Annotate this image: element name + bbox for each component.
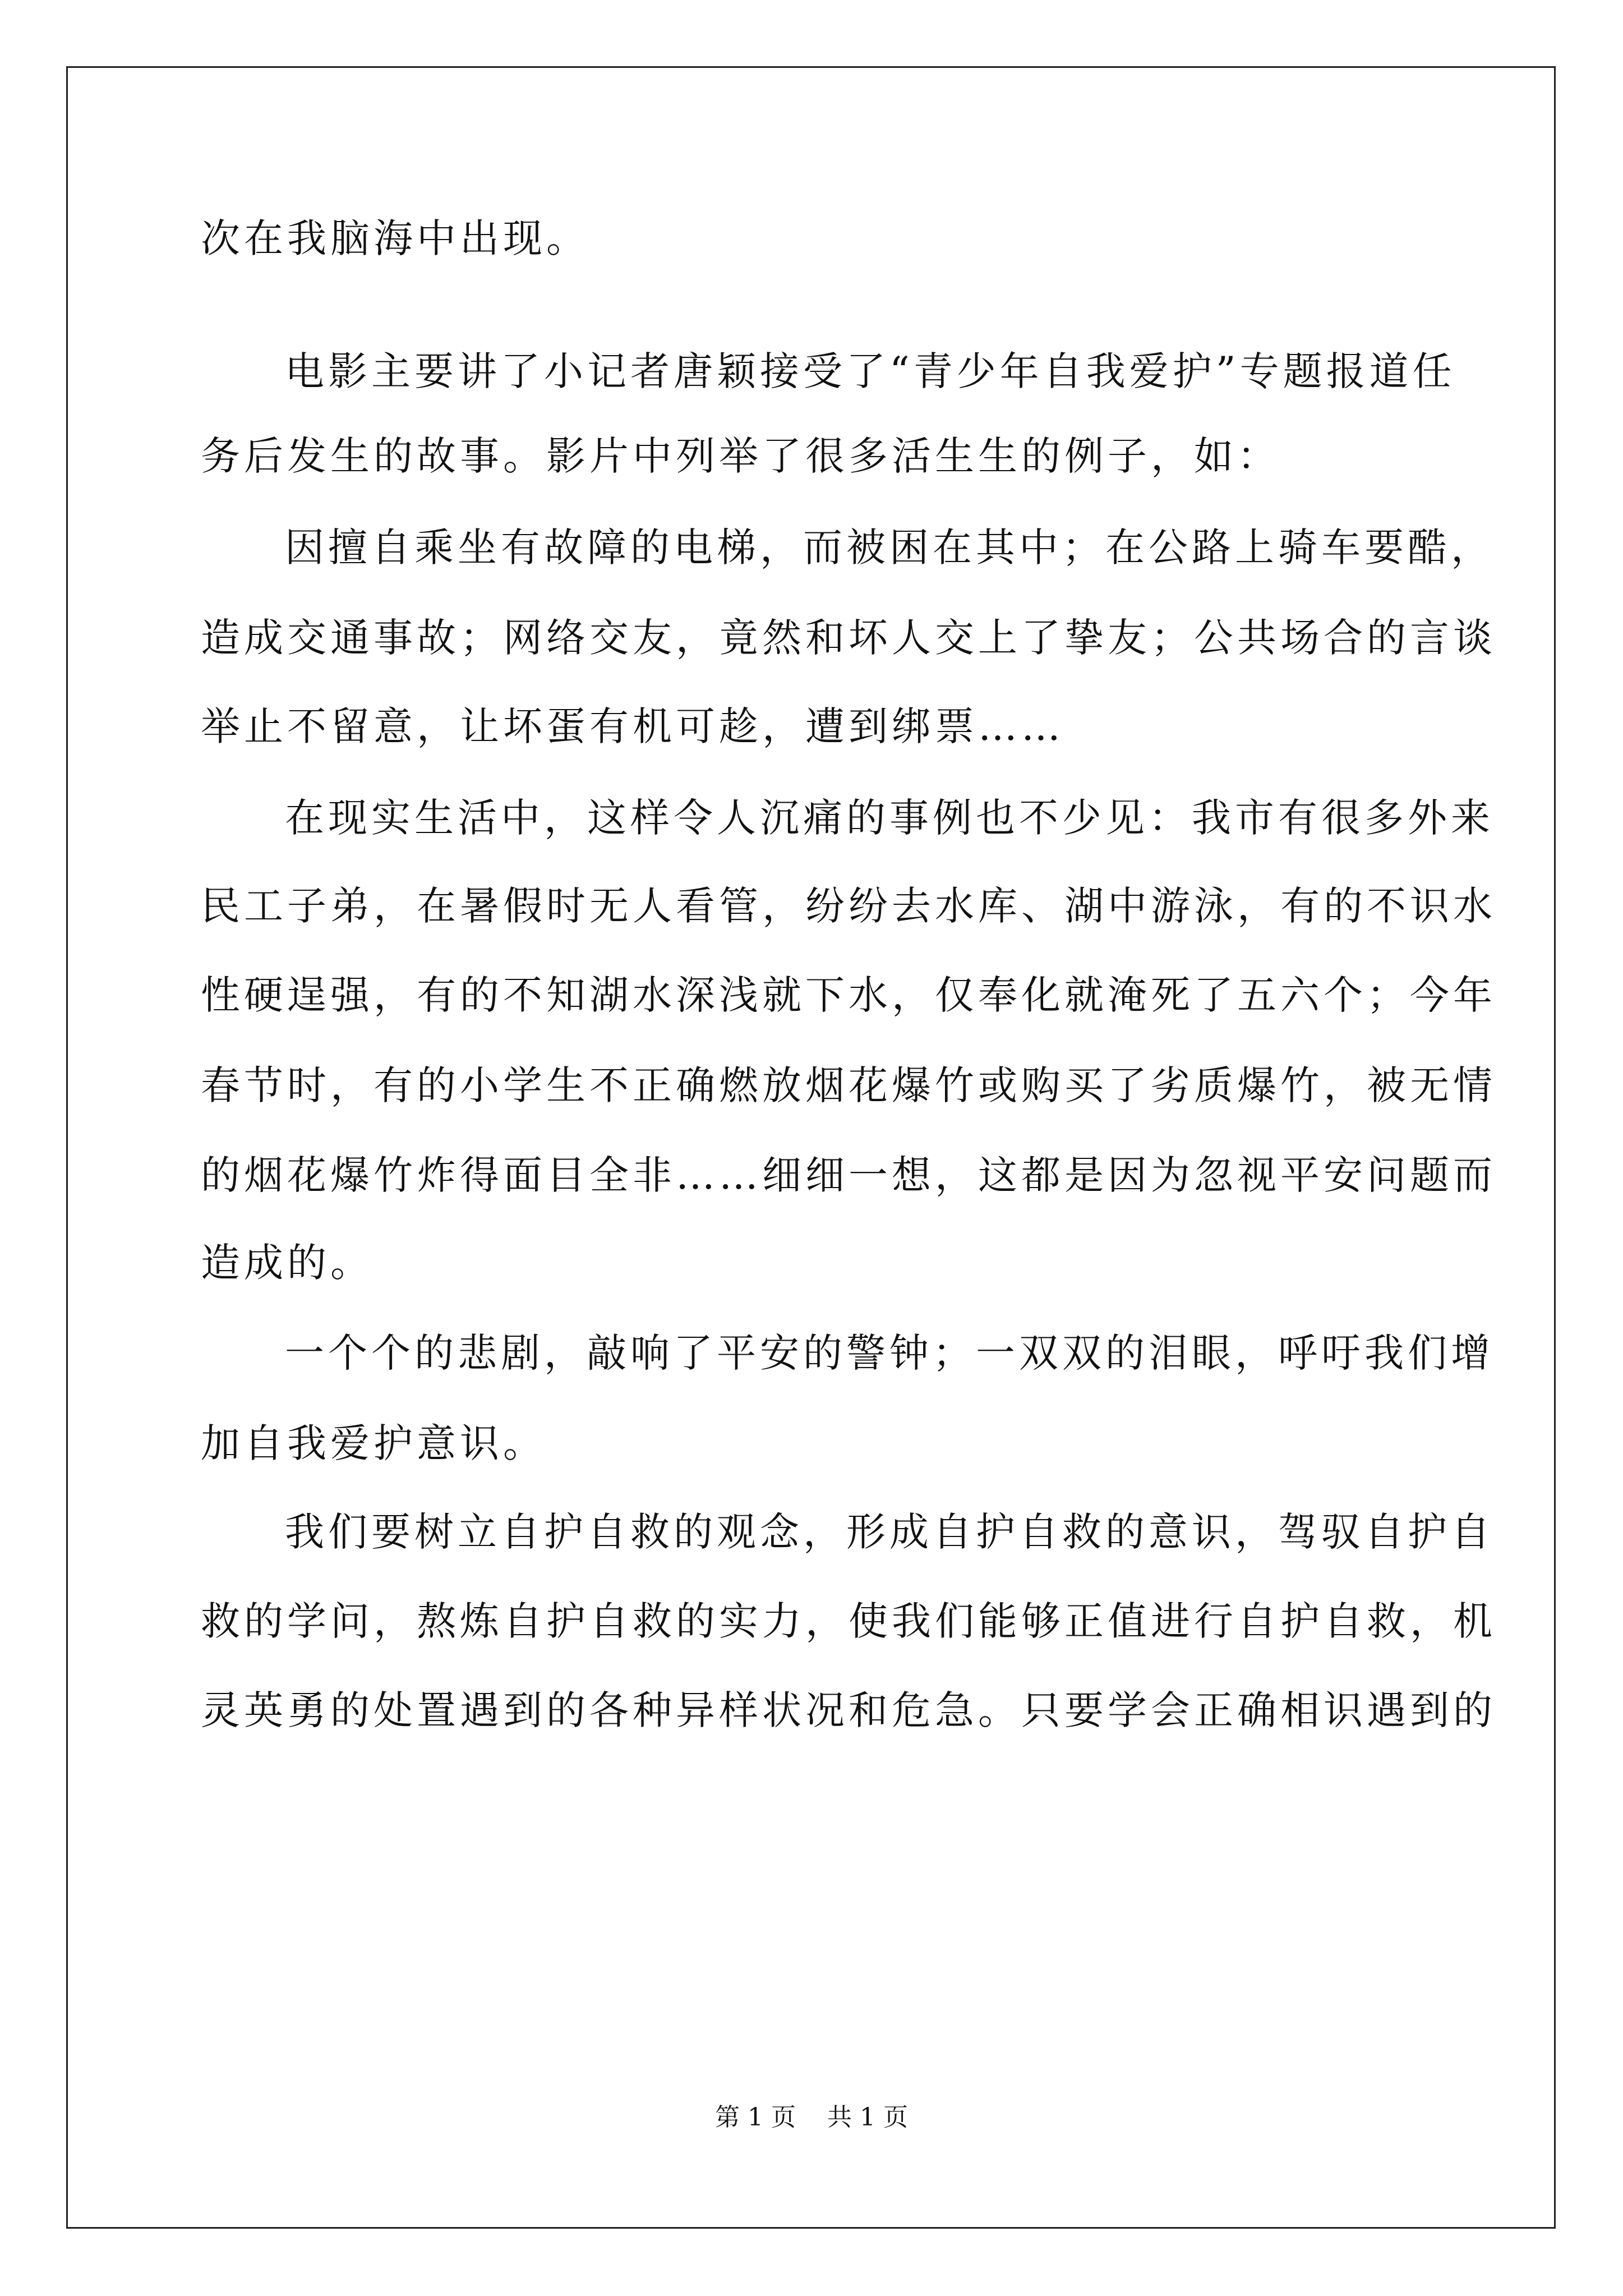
paragraph-start-line: 因擅自乘坐有故障的电梯，而被困在其中；在公路上骑车要酷， (285, 524, 1494, 570)
text-line: 春节时，有的小学生不正确燃放烟花爆竹或购买了劣质爆竹，被无情 (201, 1062, 1496, 1108)
paragraph-start-line: 一个个的悲剧，敲响了平安的警钟；一双双的泪眼，呼吁我们增 (285, 1330, 1494, 1376)
text-line: 民工子弟，在暑假时无人看管，纷纷去水库、湖中游泳，有的不识水 (201, 883, 1496, 929)
page-footer (0, 2101, 1623, 2134)
page-number: 第 1 页 (715, 2103, 796, 2132)
text-line: 性硬逞强，有的不知湖水深浅就下水，仅奉化就淹死了五六个；今年 (201, 972, 1496, 1018)
paragraph-start-line: 我们要树立自护自救的观念，形成自护自救的意识，驾驭自护自 (285, 1509, 1494, 1555)
text-line: 造成的。 (201, 1240, 374, 1286)
text-line: 灵英勇的处置遇到的各种异样状况和危急。只要学会正确相识遇到的 (201, 1687, 1496, 1733)
text-line: 次在我脑海中出现。 (201, 215, 589, 261)
text-line: 的烟花爆竹炸得面目全非……细细一想，这都是因为忽视平安问题而 (201, 1152, 1496, 1198)
total-pages: 共 1 页 (827, 2103, 908, 2132)
paragraph-start-line: 在现实生活中，这样令人沉痛的事例也不少见：我市有很多外来 (285, 795, 1494, 841)
text-line: 举止不留意，让坏蛋有机可趁，遭到绑票…… (201, 703, 1064, 749)
text-line: 救的学问，熬炼自护自救的实力，使我们能够正值进行自护自救，机 (201, 1598, 1496, 1644)
paragraph-start-line: 电影主要讲了小记者唐颖接受了“青少年自我爱护”专题报道任 (285, 348, 1456, 394)
text-line: 务后发生的故事。影片中列举了很多活生生的例子，如： (201, 433, 1280, 479)
text-line: 加自我爱护意识。 (201, 1420, 546, 1466)
text-line: 造成交通事故；网络交友，竟然和坏人交上了挚友；公共场合的言谈 (201, 615, 1496, 661)
